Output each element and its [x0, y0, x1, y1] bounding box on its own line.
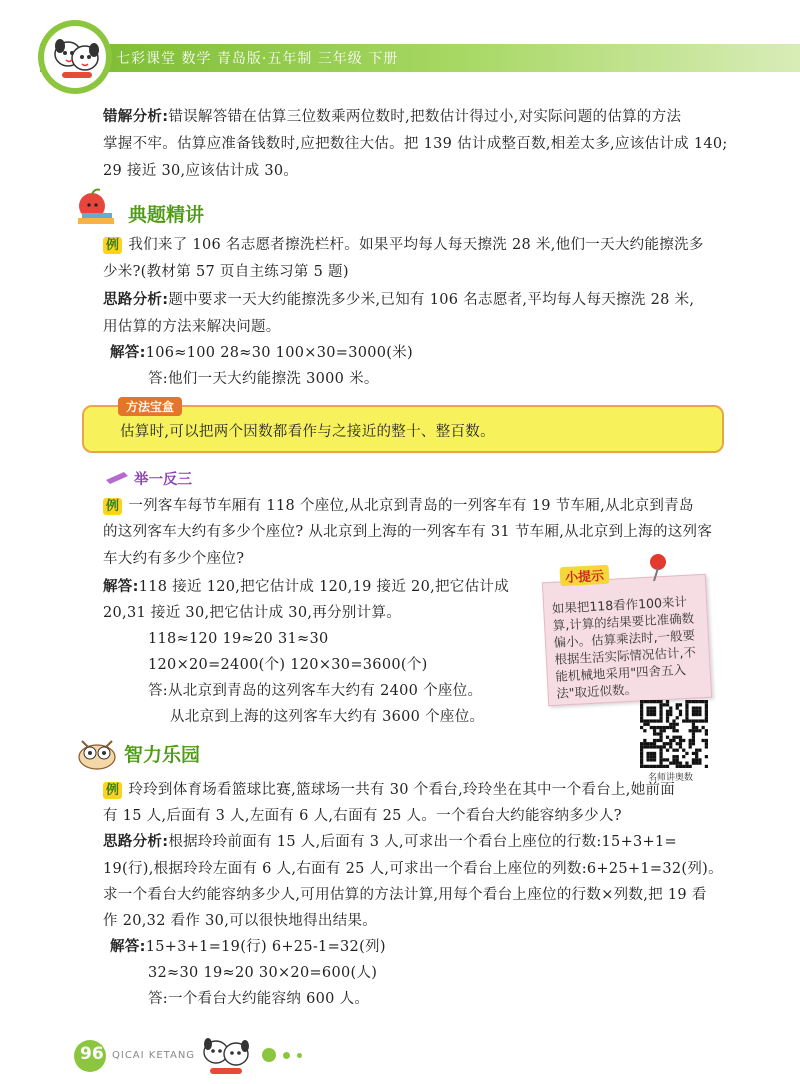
example-tag: 例	[103, 782, 122, 799]
analysis3-label: 思路分析:	[103, 834, 169, 850]
footer-dot-small	[297, 1053, 302, 1058]
page-number: 96	[80, 1044, 104, 1064]
example2-line1	[103, 496, 694, 516]
example3-line2: 有 15 人,后面有 3 人,左面有 6 人,右面有 25 人。一个看台大约能容纳多少人?	[103, 808, 622, 824]
example2-line3: 车大约有多少个座位?	[103, 551, 245, 567]
footer-dot-large	[262, 1048, 276, 1062]
analysis3-line1	[103, 832, 677, 852]
cartoon-mascot-icon	[48, 32, 104, 84]
error-analysis-line1	[103, 107, 681, 127]
analysis3-line2: 19(行),根据玲玲左面有 6 人,右面有 25 人,可求出一个看台上座位的列数:6+25+1=32(列)。	[103, 861, 723, 877]
answer2-line1	[103, 577, 509, 597]
section-title-practice: 举一反三	[134, 472, 192, 488]
example1-text: 我们来了 106 名志愿者擦洗栏杆。如果平均每人每天擦洗 28 米,他们一天大约能擦洗多	[128, 237, 704, 253]
answer3-label: 解答:	[110, 939, 146, 955]
analysis1-text: 题中要求一天大约能擦洗多少米,已知有 106 名志愿者,平均每人每天擦洗 28 米,	[168, 292, 695, 308]
section-title-fun: 智力乐园	[124, 744, 201, 766]
footer-dot-medium	[283, 1052, 290, 1059]
analysis3-text1: 根据玲玲前面有 15 人,后面有 3 人,可求出一个看台上座位的行数:15+3+1=	[168, 834, 677, 850]
answer2-line2: 20,31 接近 30,把它估计成 30,再分别计算。	[103, 605, 402, 621]
puzzle-mascot-icon	[72, 735, 122, 771]
example2-line2: 的这列客车大约有多少个座位? 从北京到上海的一列客车有 31 节车厢,从北京到上海的这列客	[103, 524, 713, 540]
answer1-text: 106≈100 28≈30 100×30=3000(米)	[145, 345, 414, 361]
header-logo	[38, 20, 112, 94]
example2-text1: 一列客车每节车厢有 118 个座位,从北京到青岛的一列客车有 19 节车厢,从北京到青岛	[128, 498, 694, 514]
analysis3-line3: 求一个看台大约能容纳多少人,可用估算的方法计算,用每个看台上座位的行数×列数,把 19 看	[103, 887, 707, 903]
answer1-label: 解答:	[110, 345, 146, 361]
example1-line2: 少米?(教材第 57 页自主练习第 5 题)	[103, 264, 349, 280]
answer1-line1	[110, 343, 413, 363]
example-tag: 例	[103, 498, 122, 515]
analysis1-line1	[103, 290, 694, 310]
example1-line1	[103, 235, 704, 255]
pushpin-icon	[646, 552, 670, 582]
qr-code-icon[interactable]	[640, 700, 708, 768]
answer2-calc1: 118≈120 19≈20 31≈30	[148, 631, 329, 647]
analysis3-line4: 作 20,32 看作 30,可以很快地得出结果。	[103, 913, 378, 929]
answer2-label: 解答:	[103, 579, 139, 595]
answer2-text: 118 接近 120,把它估计成 120,19 接近 20,把它估计成	[138, 579, 510, 595]
tip-text: 如果把118看作100来计算,计算的结果要比准确数偏小。估算乘法时,一般要根据生活实际情况估计,不能机械地采用"四舍五入法"取近似数。	[551, 593, 697, 701]
error-analysis-line2: 掌握不牢。估算应准备钱数时,应把数往大估。把 139 估计成整百数,相差太多,应该估计成 140;	[103, 136, 728, 152]
answer3-line3: 答:一个看台大约能容纳 600 人。	[148, 991, 370, 1007]
answer3-text1: 15+3+1=19(行) 6+25-1=32(列)	[145, 939, 386, 955]
error-analysis-label: 错解分析:	[103, 109, 169, 125]
header-title: 七彩课堂 数学 青岛版·五年制 三年级 下册	[116, 51, 399, 67]
analysis1-label: 思路分析:	[103, 292, 169, 308]
answer2-ans2: 从北京到上海的这列客车大约有 3600 个座位。	[170, 709, 485, 725]
example3-line1	[103, 780, 675, 800]
error-analysis-line3: 29 接近 30,应该估计成 30。	[103, 163, 299, 179]
method-box-title: 方法宝盒	[118, 397, 182, 416]
example3-text1: 玲玲到体育场看篮球比赛,篮球场一共有 30 个看台,玲玲坐在其中一个看台上,她前面	[128, 782, 676, 798]
qr-caption: 名师讲奥数	[648, 773, 694, 783]
apple-books-icon	[70, 188, 120, 226]
analysis1-line2: 用估算的方法来解决问题。	[103, 319, 281, 335]
answer1-line2: 答:他们一天大约能擦洗 3000 米。	[148, 371, 379, 387]
answer3-line2: 32≈30 19≈20 30×20=600(人)	[148, 965, 378, 981]
footer-mascot-icon	[196, 1030, 256, 1080]
pencil-icon	[104, 470, 130, 484]
answer2-ans1: 答:从北京到青岛的这列客车大约有 2400 个座位。	[148, 683, 483, 699]
tip-title: 小提示	[560, 565, 610, 587]
error-analysis-text1: 错误解答错在估算三位数乘两位数时,把数估计得过小,对实际问题的估算的方法	[168, 109, 682, 125]
answer2-calc2: 120×20=2400(个) 120×30=3600(个)	[148, 657, 428, 673]
method-box-text: 估算时,可以把两个因数都看作与之接近的整十、整百数。	[120, 424, 495, 440]
footer-brand: QICAI KETANG	[112, 1050, 196, 1061]
example-tag: 例	[103, 237, 122, 254]
answer3-line1	[110, 937, 386, 957]
section-title-typical: 典题精讲	[128, 204, 205, 226]
